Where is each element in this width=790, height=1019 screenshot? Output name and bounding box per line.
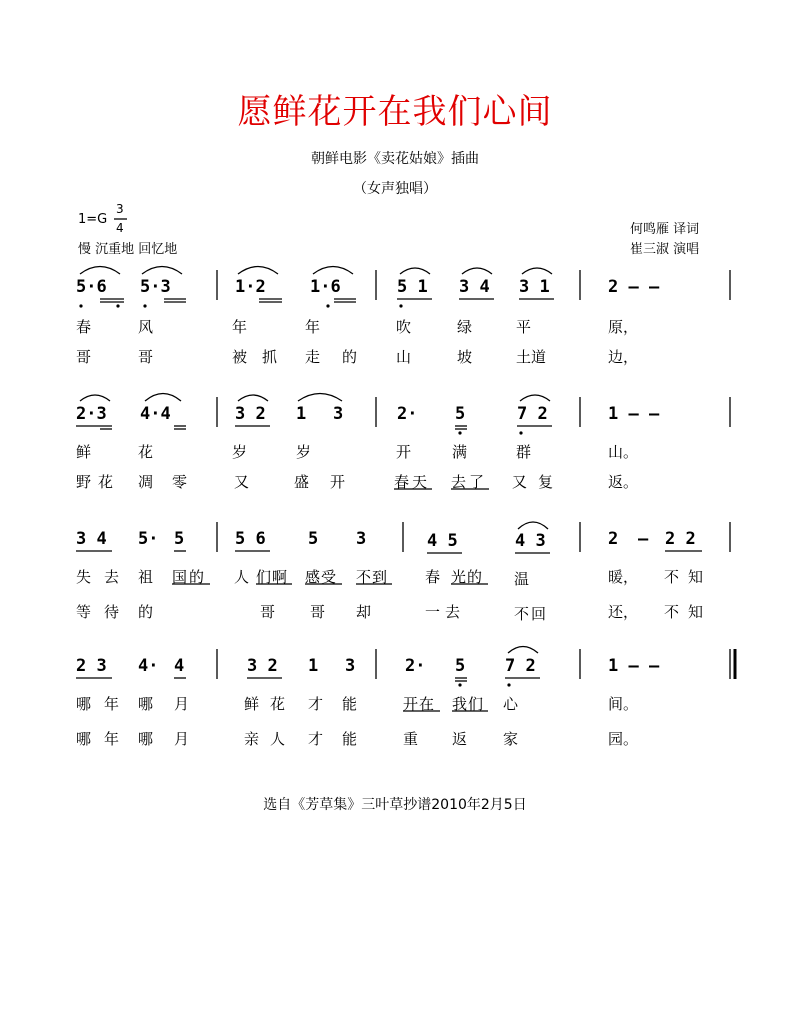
note-group: 1·2	[235, 277, 266, 297]
slur	[142, 267, 182, 275]
lyric: 暖，	[608, 568, 639, 586]
note-group: 1 – –	[608, 656, 660, 676]
slur	[520, 395, 550, 401]
note-group: 2 – –	[608, 277, 660, 297]
lyric: 又	[234, 473, 250, 491]
note-group: 2 2	[665, 529, 696, 549]
lyric: 哥	[76, 348, 92, 366]
note-group: 1 – –	[608, 404, 660, 424]
note-group: 5 6	[235, 529, 266, 549]
lyric: 吹	[396, 318, 412, 336]
note-group: 5·3	[140, 277, 171, 297]
lyric: 零	[172, 473, 188, 491]
lyric: 不	[664, 603, 680, 621]
lyric: 国的	[172, 568, 207, 586]
lyric: 鲜	[76, 443, 92, 461]
lyric: 哪	[138, 695, 154, 713]
lyric: 的	[138, 603, 154, 621]
lyric: 返。	[608, 473, 639, 491]
slur	[80, 395, 110, 401]
slur	[238, 395, 268, 401]
lyric: 开	[396, 443, 412, 461]
note-group: 5	[174, 529, 185, 549]
lyric: 们啊	[256, 568, 289, 586]
note-group: 2·	[397, 404, 418, 424]
lyric: 心	[503, 695, 519, 713]
lyric: 返	[452, 730, 468, 748]
lyric: 去了	[451, 473, 488, 491]
note-group: 3 2	[235, 404, 266, 424]
slur	[298, 394, 342, 402]
note-group: 3	[356, 529, 367, 549]
song-subtitle: 朝鲜电影《卖花姑娘》插曲	[311, 151, 479, 167]
lyric: 的	[342, 348, 358, 366]
note-group: 7 2	[517, 404, 548, 424]
lyric: 一去	[425, 603, 466, 621]
lyric: 花	[98, 473, 114, 491]
key-signature: 1=G	[78, 212, 108, 227]
note-group: 5·	[138, 529, 159, 549]
lyric: 等	[76, 603, 92, 621]
lyric: 花	[270, 695, 286, 713]
lyric: 群	[516, 443, 532, 461]
lyric: 复	[538, 473, 554, 491]
lyric: 春	[76, 318, 92, 336]
lyric: 土道	[516, 348, 547, 366]
lyric: 风	[138, 318, 154, 336]
lyric: 哥	[138, 348, 154, 366]
lyric: 温	[514, 570, 530, 588]
lyric: 坡	[457, 348, 473, 366]
note-group: 2·3	[76, 404, 107, 424]
lyric: 我们	[452, 695, 485, 713]
lyric: 春	[425, 568, 441, 586]
lyric: 月	[174, 695, 190, 713]
note-group: 5·6	[76, 277, 107, 297]
lyric: 春天	[394, 473, 431, 491]
lyric: 祖	[138, 568, 154, 586]
lyric: 野	[76, 473, 92, 491]
lyric: 哥	[310, 603, 326, 621]
lyric: 能	[342, 695, 358, 713]
lyric: 花	[138, 443, 154, 461]
lyric: 人	[270, 730, 286, 748]
lyric: 不回	[514, 605, 549, 623]
slur	[522, 268, 552, 274]
performance-type: （女声独唱）	[353, 181, 437, 197]
lyric: 园。	[608, 730, 639, 748]
lyric: 开在	[403, 695, 436, 713]
lyric: 盛	[294, 473, 310, 491]
note-group: 4·4	[140, 404, 171, 424]
lyric: 开	[330, 473, 346, 491]
lyric: 去	[104, 568, 120, 586]
octave-dots	[79, 304, 522, 686]
lyric: 哪	[76, 695, 92, 713]
note-group: 5 1	[397, 277, 428, 297]
lyric: 哥	[260, 603, 276, 621]
note-group: 3 2	[247, 656, 278, 676]
slur	[145, 394, 181, 402]
song-title: 愿鲜花开在我们心间	[237, 92, 553, 132]
note-group: 1·6	[310, 277, 341, 297]
note-group: 4 3	[515, 531, 546, 551]
tempo-marking: 慢 沉重地 回忆地	[78, 242, 178, 257]
time-signature-bottom: 4	[116, 221, 124, 235]
lyric: 年	[232, 318, 248, 336]
note-group: 2·	[405, 656, 426, 676]
lyric: 又	[512, 473, 528, 491]
lyric: 感受	[305, 568, 338, 586]
lyric: 岁	[232, 443, 248, 461]
note-group: 2 3	[76, 656, 107, 676]
slur	[238, 267, 278, 275]
note-group: 4 5	[427, 531, 458, 551]
lyric: 抓	[262, 348, 278, 366]
slur	[462, 268, 492, 274]
lyric: 被	[232, 348, 248, 366]
lyric: 满	[452, 443, 468, 461]
lyricist-credit: 何鸣雁 译词	[630, 222, 700, 237]
note-group: 5	[455, 404, 466, 424]
lyric: 月	[174, 730, 190, 748]
lyric: 走	[305, 348, 321, 366]
lyric: 才	[308, 695, 324, 713]
note-group: 3 4	[76, 529, 107, 549]
lyric: 山	[396, 348, 412, 366]
lyric: 才	[308, 730, 324, 748]
lyric: 凋	[138, 473, 154, 491]
note-group: 1	[308, 656, 319, 676]
note-group: 4	[174, 656, 185, 676]
lyric: 边，	[608, 348, 639, 366]
note-group: 7 2	[505, 656, 536, 676]
slur	[313, 267, 353, 275]
lyric: 年	[104, 695, 120, 713]
lyric: 却	[356, 603, 372, 621]
lyric: 平	[516, 318, 532, 336]
lyric: 间。	[608, 695, 639, 713]
lyric: 原，	[608, 318, 639, 336]
lyric: 不	[664, 568, 680, 586]
note-group: 5	[455, 656, 466, 676]
note-group: 3 4	[459, 277, 490, 297]
lyric: 年	[305, 318, 321, 336]
lyric: 岁	[296, 443, 312, 461]
lyric: 鲜	[244, 695, 260, 713]
slur	[80, 267, 120, 275]
source-footer: 选自《芳草集》三叶草抄谱2010年2月5日	[263, 797, 527, 813]
lyric: 山。	[608, 443, 639, 461]
slur	[518, 522, 548, 529]
note-group: 5	[308, 529, 319, 549]
lyric: 人	[234, 568, 250, 586]
lyric: 年	[104, 730, 120, 748]
singer-credit: 崔三淑 演唱	[630, 242, 700, 257]
lyric: 绿	[457, 318, 473, 336]
lyric: 重	[403, 730, 419, 748]
lyric: 光的	[451, 568, 484, 586]
lyric: 待	[104, 603, 120, 621]
note-group: 3	[345, 656, 356, 676]
lyric: 不到	[356, 568, 389, 586]
note-group: 3 1	[519, 277, 550, 297]
lyric: 能	[342, 730, 358, 748]
lyric: 知	[688, 603, 704, 621]
lyric: 知	[688, 568, 704, 586]
note-group: 2	[608, 529, 619, 549]
lyric: 还，	[608, 603, 639, 621]
lyric: 家	[503, 730, 519, 748]
lyric: 失	[76, 568, 92, 586]
time-signature-top: 3	[116, 202, 124, 216]
note-group: 3	[333, 404, 344, 424]
lyric: 哪	[138, 730, 154, 748]
note-group: 1	[296, 404, 307, 424]
slur	[400, 268, 430, 274]
note-group: –	[638, 529, 649, 549]
lyric: 亲	[244, 730, 260, 748]
slur	[508, 647, 538, 654]
lyric: 哪	[76, 730, 92, 748]
note-group: 4·	[138, 656, 159, 676]
